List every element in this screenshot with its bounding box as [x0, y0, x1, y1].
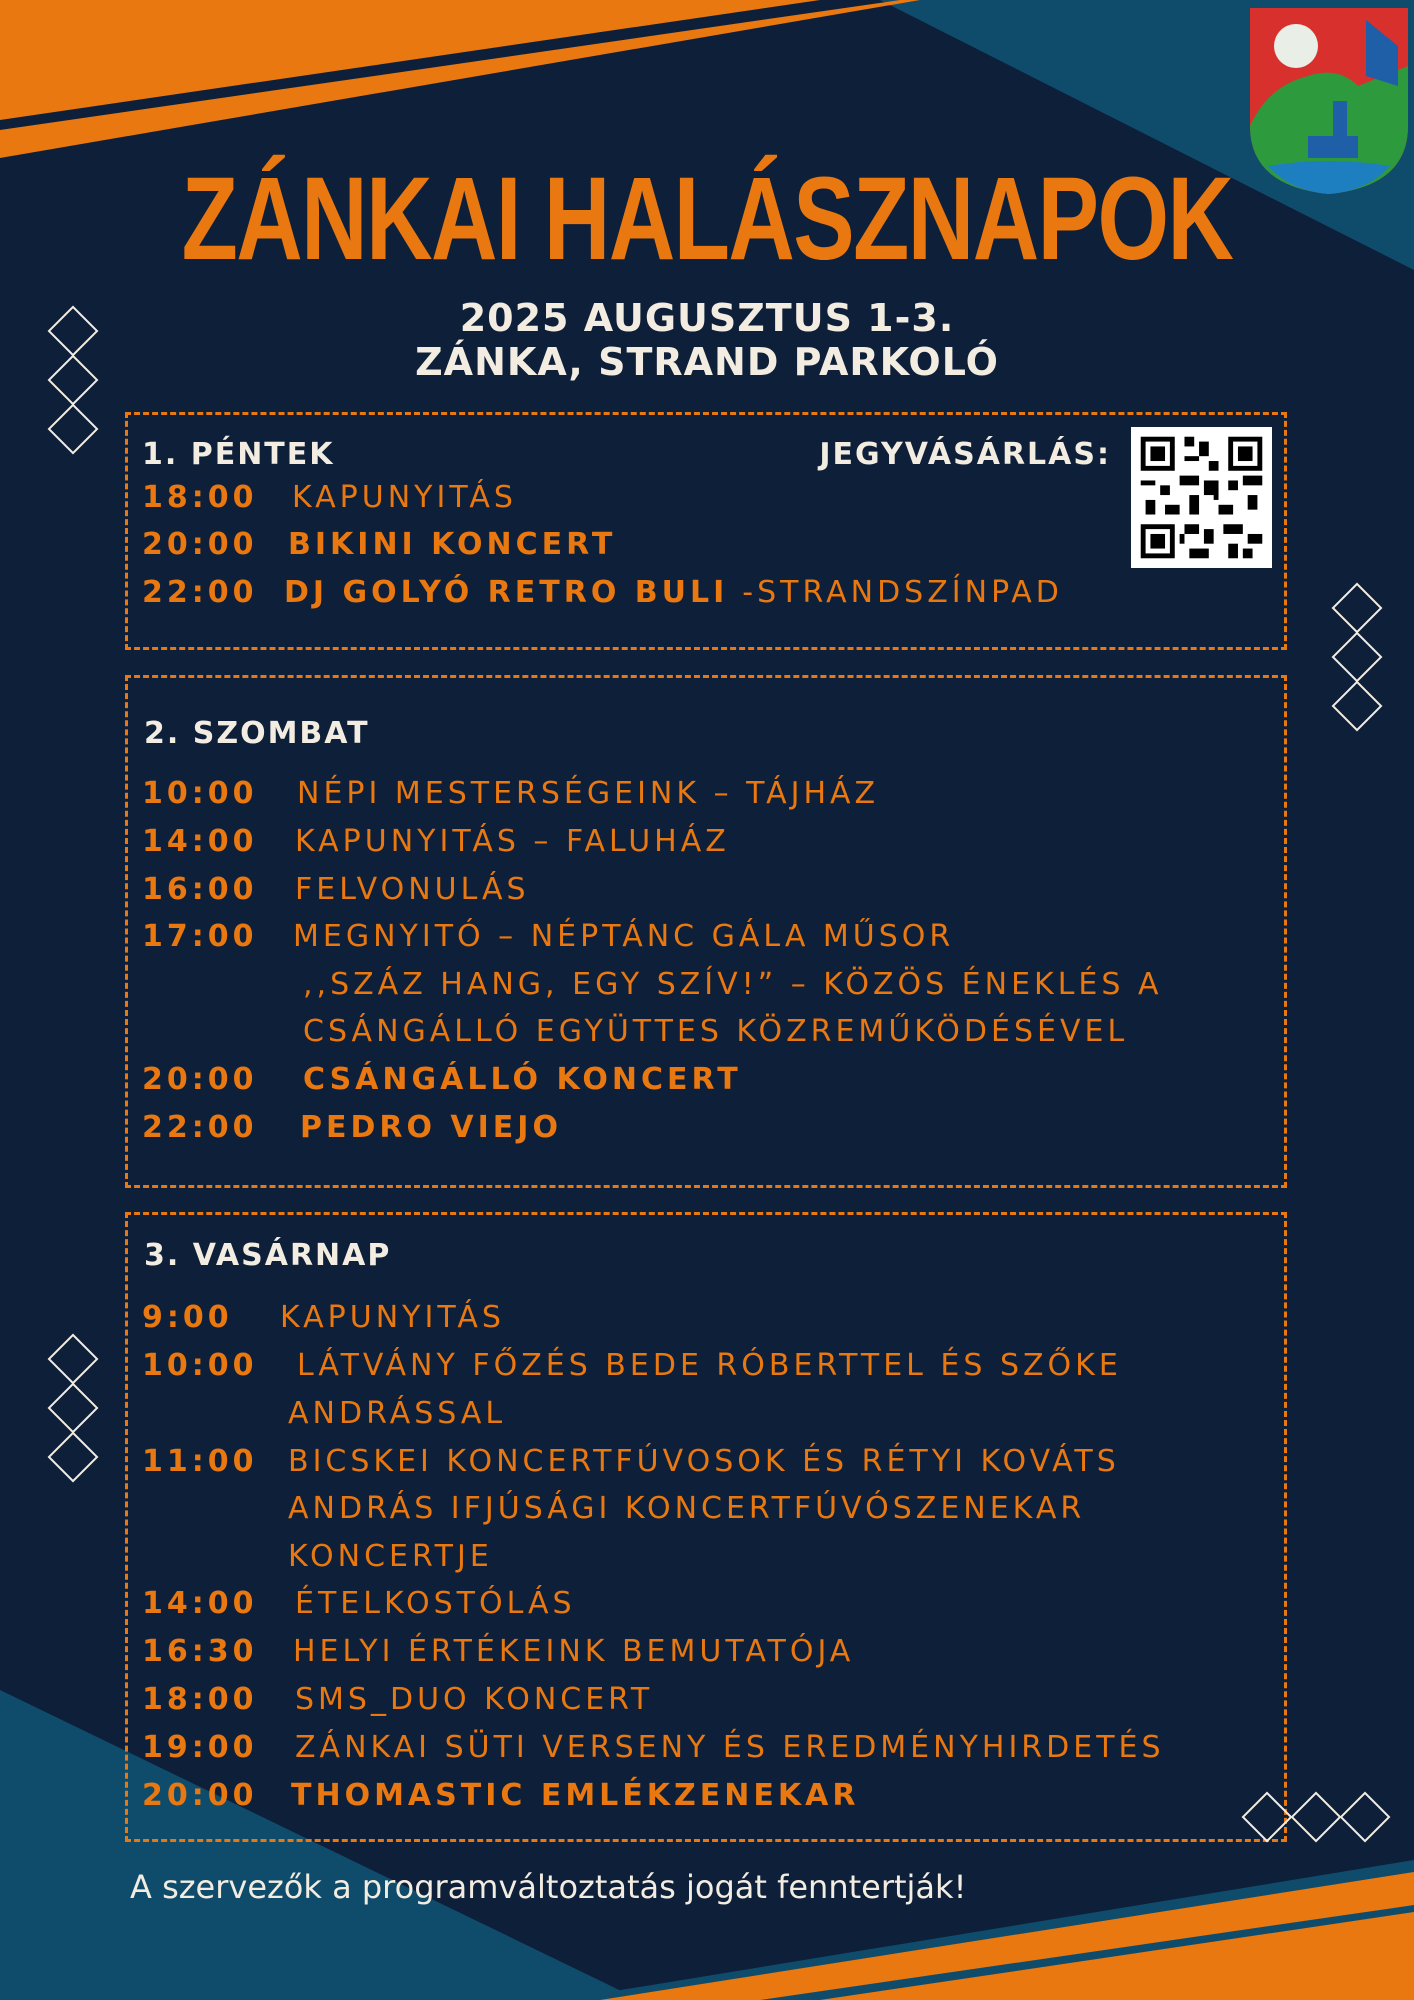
friday-heading: 1. PÉNTEK [142, 437, 335, 472]
footer-disclaimer: A szervezők a programváltoztatás jogát fenntertják! [130, 1868, 967, 1906]
list-item [142, 480, 517, 515]
event-name: FELVONULÁS [295, 872, 530, 907]
event-name: HELYI ÉRTÉKEINK BEMUTATÓJA [293, 1634, 855, 1669]
municipal-crest-icon [1248, 6, 1410, 196]
event-name: MEGNYITÓ – NÉPTÁNC GÁLA MŰSOR [293, 919, 955, 954]
list-item [142, 575, 1063, 610]
list-item [142, 1778, 859, 1813]
event-title: ZÁNKAI HALÁSZNAPOK [181, 153, 1233, 285]
event-name: PEDRO VIEJO [300, 1110, 562, 1145]
event-name: KAPUNYITÁS – FALUHÁZ [295, 824, 730, 859]
event-time: 16:00 [142, 872, 258, 907]
event-continuation: ANDRÁS IFJÚSÁGI KONCERTFÚVÓSZENEKAR [288, 1491, 1086, 1526]
event-time: 20:00 [142, 1778, 258, 1813]
event-continuation: ,,SZÁZ HANG, EGY SZÍV!” – KÖZÖS ÉNEKLÉS A [303, 967, 1163, 1002]
event-continuation: ANDRÁSSAL [288, 1396, 507, 1431]
event-name: THOMASTIC EMLÉKZENEKAR [291, 1778, 860, 1813]
qr-code-icon[interactable] [1131, 427, 1272, 568]
event-name: ZÁNKAI SÜTI VERSENY ÉS EREDMÉNYHIRDETÉS [295, 1730, 1165, 1765]
ticket-label: JEGYVÁSÁRLÁS: [819, 437, 1111, 472]
event-location: ZÁNKA, STRAND PARKOLÓ [415, 340, 999, 384]
event-continuation: CSÁNGÁLLÓ EGYÜTTES KÖZREMŰKÖDÉSÉVEL [303, 1014, 1129, 1049]
orange-stripe-top [0, 0, 820, 120]
event-name: BICSKEI KONCERTFÚVOSOK ÉS RÉTYI KOVÁTS [288, 1444, 1120, 1479]
event-name: NÉPI MESTERSÉGEINK – TÁJHÁZ [297, 776, 880, 811]
event-continuation: KONCERTJE [288, 1539, 493, 1574]
list-item [142, 1300, 505, 1335]
list-item [142, 1062, 742, 1097]
list-item [142, 1110, 562, 1145]
event-name: ÉTELKOSTÓLÁS [295, 1586, 576, 1621]
list-item [142, 1348, 1122, 1383]
event-venue: -STRANDSZÍNPAD [742, 575, 1063, 610]
list-item [142, 872, 530, 907]
list-item [142, 1634, 854, 1669]
event-name: CSÁNGÁLLÓ KONCERT [303, 1062, 742, 1097]
event-time: 20:00 [142, 1062, 258, 1097]
event-name: KAPUNYITÁS [292, 480, 517, 515]
sunday-heading: 3. VASÁRNAP [144, 1238, 392, 1273]
list-item [142, 1682, 653, 1717]
list-item [142, 919, 954, 954]
event-name: KAPUNYITÁS [280, 1300, 505, 1335]
event-time: 14:00 [142, 824, 258, 859]
list-item [142, 1444, 1120, 1479]
event-time: 19:00 [142, 1730, 258, 1765]
saturday-heading: 2. SZOMBAT [144, 716, 370, 751]
event-time: 10:00 [142, 1348, 258, 1383]
event-date: 2025 AUGUSZTUS 1-3. [459, 296, 955, 340]
list-item [142, 824, 730, 859]
event-time: 20:00 [142, 527, 258, 562]
event-time: 9:00 [142, 1300, 233, 1335]
list-item [142, 527, 616, 562]
event-time: 11:00 [142, 1444, 258, 1479]
event-name: BIKINI KONCERT [288, 527, 617, 562]
event-time: 14:00 [142, 1586, 258, 1621]
list-item [142, 776, 879, 811]
event-time: 16:30 [142, 1634, 258, 1669]
event-time: 22:00 [142, 575, 258, 610]
list-item [142, 1730, 1165, 1765]
event-name: DJ GOLYÓ RETRO BULI [284, 575, 729, 610]
event-time: 18:00 [142, 480, 258, 515]
list-item [142, 1586, 576, 1621]
event-time: 22:00 [142, 1110, 258, 1145]
event-time: 18:00 [142, 1682, 258, 1717]
event-name: SMS_DUO KONCERT [295, 1682, 654, 1717]
event-name: LÁTVÁNY FŐZÉS BEDE RÓBERTTEL ÉS SZŐKE [297, 1348, 1122, 1383]
event-time: 17:00 [142, 919, 258, 954]
event-time: 10:00 [142, 776, 258, 811]
